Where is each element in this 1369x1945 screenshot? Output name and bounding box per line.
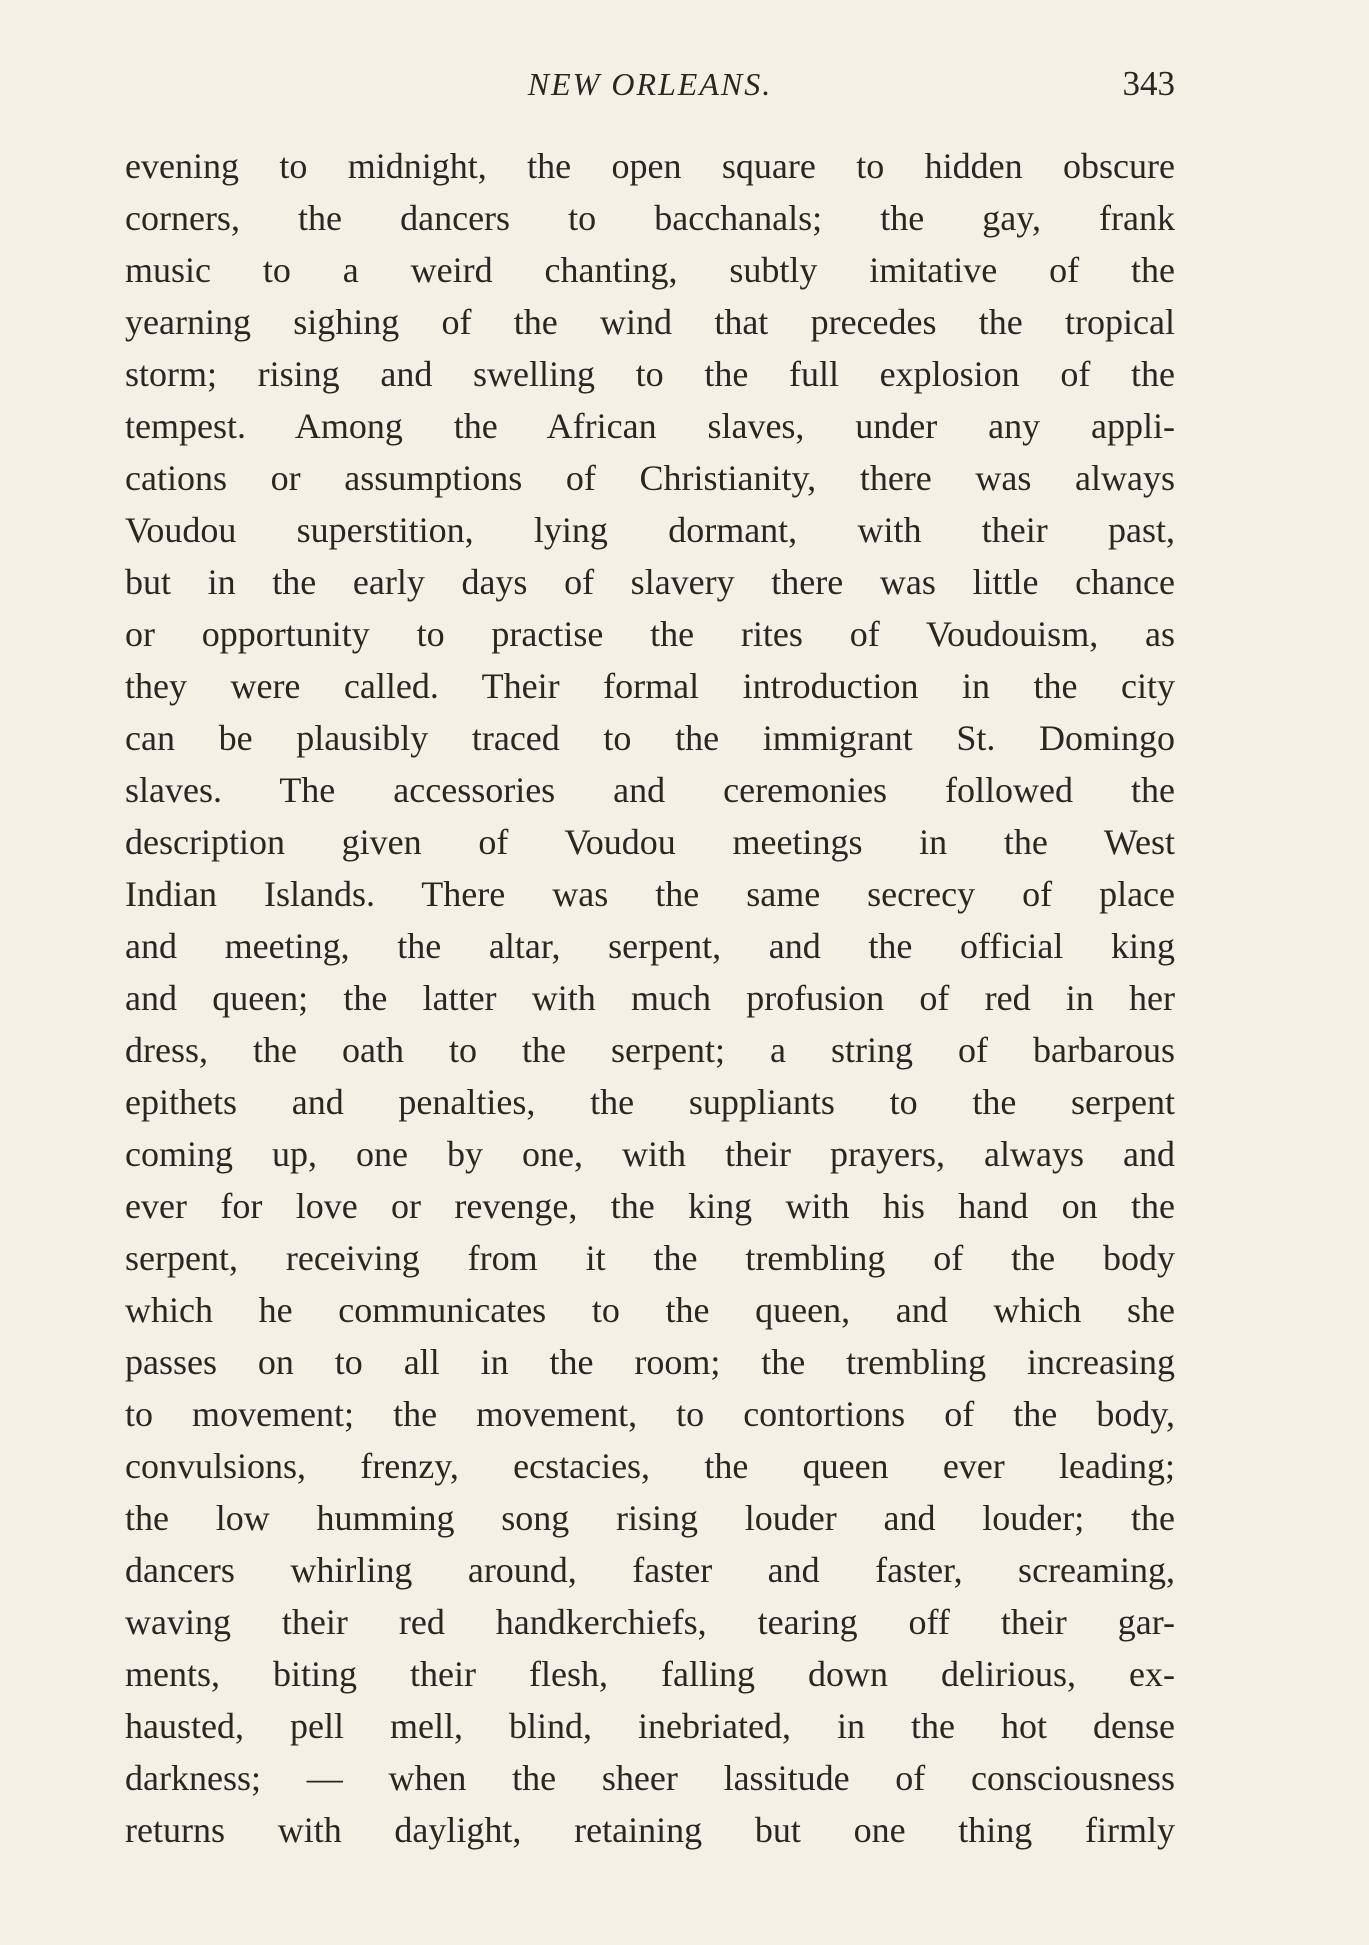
text-line: dress, the oath to the serpent; a string of barbarous [125, 1030, 1175, 1070]
text-line: passes on to all in the room; the trembling increasing [125, 1342, 1175, 1382]
text-line: serpent, receiving from it the trembling of the body [125, 1238, 1175, 1278]
running-head [125, 62, 1175, 106]
text-line: and meeting, the altar, serpent, and the official king [125, 926, 1175, 966]
text-line: corners, the dancers to bacchanals; the gay, frank [125, 198, 1175, 238]
text-line: or opportunity to practise the rites of Voudouism, as [125, 614, 1175, 654]
text-line: dancers whirling around, faster and faster, screaming, [125, 1550, 1175, 1590]
text-line: the low humming song rising louder and louder; the [125, 1498, 1175, 1538]
text-line: Indian Islands. There was the same secrecy of place [125, 874, 1175, 914]
text-line: tempest. Among the African slaves, under any appli- [125, 406, 1175, 446]
text-line: waving their red handkerchiefs, tearing off their gar- [125, 1602, 1175, 1642]
text-line: Voudou superstition, lying dormant, with their past, [125, 510, 1175, 550]
text-line: coming up, one by one, with their prayers, always and [125, 1134, 1175, 1174]
text-line: convulsions, frenzy, ecstacies, the queen ever leading; [125, 1446, 1175, 1486]
text-line: yearning sighing of the wind that precedes the tropical [125, 302, 1175, 342]
text-line: returns with daylight, retaining but one thing firmly [125, 1810, 1175, 1850]
text-line: music to a weird chanting, subtly imitative of the [125, 250, 1175, 290]
text-line: storm; rising and swelling to the full explosion of the [125, 354, 1175, 394]
text-line: ever for love or revenge, the king with his hand on the [125, 1186, 1175, 1226]
text-line: slaves. The accessories and ceremonies followed the [125, 770, 1175, 810]
text-line: can be plausibly traced to the immigrant St. Domingo [125, 718, 1175, 758]
text-line: but in the early days of slavery there was little chance [125, 562, 1175, 602]
running-title: NEW ORLEANS. [527, 66, 773, 102]
text-line: evening to midnight, the open square to hidden obscure [125, 146, 1175, 186]
text-line: epithets and penalties, the suppliants to the serpent [125, 1082, 1175, 1122]
text-line: darkness; — when the sheer lassitude of consciousness [125, 1758, 1175, 1798]
text-line: to movement; the movement, to contortions of the body, [125, 1394, 1175, 1434]
text-line: which he communicates to the queen, and which she [125, 1290, 1175, 1330]
body-text [125, 140, 1175, 1856]
text-line: they were called. Their formal introduction in the city [125, 666, 1175, 706]
text-line: hausted, pell mell, blind, inebriated, in the hot dense [125, 1706, 1175, 1746]
text-line: description given of Voudou meetings in the West [125, 822, 1175, 862]
text-line: ments, biting their flesh, falling down delirious, ex- [125, 1654, 1175, 1694]
text-line: and queen; the latter with much profusion of red in her [125, 978, 1175, 1018]
page-number: 343 [1122, 64, 1175, 103]
text-line: cations or assumptions of Christianity, there was always [125, 458, 1175, 498]
